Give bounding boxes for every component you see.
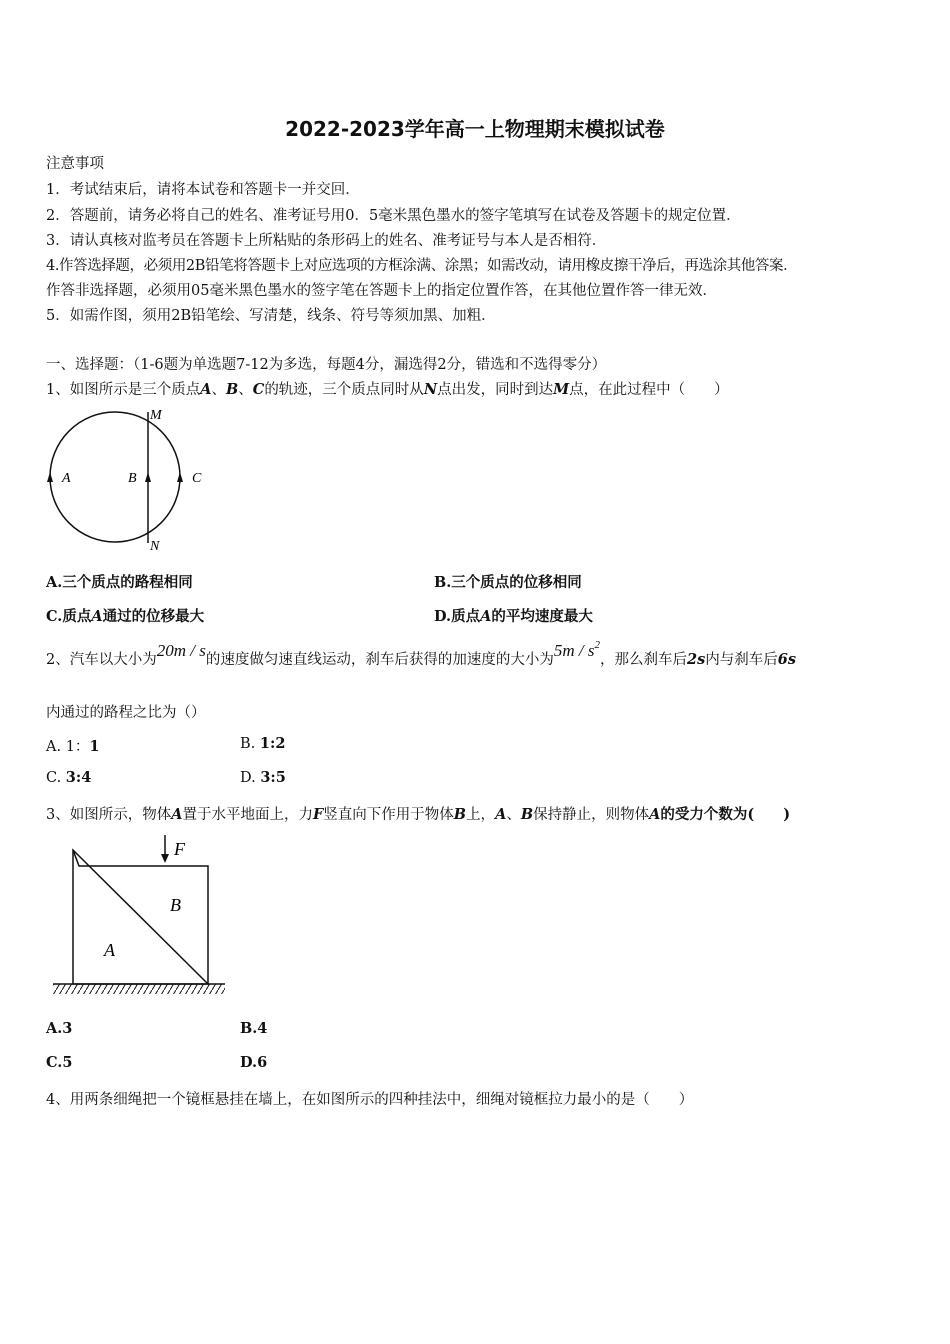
force-arrow-icon <box>161 854 169 863</box>
label-B: B <box>170 895 181 915</box>
label-N: N <box>150 539 160 554</box>
q2-option-a: A. 1：1 <box>46 738 100 755</box>
q1-option-c: C.质点A通过的位移最大 <box>46 608 205 625</box>
section-heading: 一、选择题：（1-6题为单选题7-12为多选，每题4分，漏选得2分，错选和不选得零分） <box>46 357 607 373</box>
notice-item-4: 4.作答选择题，必须用2B铅笔将答题卡上对应选项的方框涂满、涂黑；如需改动，请用橡皮擦干净后，再选涂其他答案． <box>46 258 798 274</box>
question-2-stem-line2: 内通过的路程之比为（） <box>46 705 206 721</box>
label-A: A <box>104 940 115 960</box>
label-F: F <box>174 839 185 859</box>
label-M: M <box>150 408 162 423</box>
page-title: 2022-2023学年高一上物理期末模拟试卷 <box>285 117 665 141</box>
q2-option-d: D. 3:5 <box>240 769 286 786</box>
q2-option-b: B. 1:2 <box>240 735 286 752</box>
notice-item-2: 2．答题前，请务必将自己的姓名、准考证号用0．5毫米黑色墨水的签字笔填写在试卷及答题卡的规定位置． <box>46 208 741 224</box>
question-4-stem: 4、用两条细绳把一个镜框悬挂在墙上，在如图所示的四种挂法中，细绳对镜框拉力最小的是（ ） <box>46 1092 694 1108</box>
q3-option-a: A.3 <box>46 1020 73 1037</box>
block-a <box>73 850 208 984</box>
q1-option-a: A.三个质点的路程相同 <box>46 574 193 591</box>
q2-option-c: C. 3:4 <box>46 769 92 786</box>
q1-option-d: D.质点A的平均速度最大 <box>434 608 593 625</box>
q3-option-d: D.6 <box>240 1054 268 1071</box>
question-1-stem: 1、如图所示是三个质点A、B、C的轨迹，三个质点同时从N点出发，同时到达M点，在此过程中（ ） <box>46 381 729 398</box>
arrow-c-icon <box>177 472 183 482</box>
notice-heading: 注意事项 <box>46 156 104 172</box>
q3-option-c: C.5 <box>46 1054 73 1071</box>
ground-hatch <box>53 984 225 994</box>
arrow-a-icon <box>47 472 53 482</box>
q3-option-b: B.4 <box>240 1020 268 1037</box>
notice-item-1: 1．考试结束后，请将本试卷和答题卡一并交回． <box>46 182 360 198</box>
notice-item-5: 5．如需作图，须用2B铅笔绘、写清楚，线条、符号等须加黑、加粗． <box>46 308 496 324</box>
arrow-b-icon <box>145 472 151 482</box>
notice-item-3: 3．请认真核对监考员在答题卡上所粘贴的条形码上的姓名、准考证号与本人是否相符． <box>46 233 607 249</box>
question-3-figure <box>50 830 230 1000</box>
notice-item-4-cont: 作答非选择题，必须用05毫米黑色墨水的签字笔在答题卡上的指定位置作答，在其他位置作答一律无效． <box>46 283 717 299</box>
question-2-stem: 2、汽车以大小为20m / s的速度做匀速直线运动，刹车后获得的加速度的大小为$5m / s^2$，那么刹车后2s内与刹车后6s <box>46 639 797 668</box>
question-1-figure <box>40 400 220 560</box>
question-3-stem: 3、如图所示，物体A置于水平地面上，力F竖直向下作用于物体B上，A、B保持静止，则物体A的受力个数为( ) <box>46 806 791 823</box>
label-C: C <box>192 471 202 486</box>
label-A: A <box>62 471 71 486</box>
label-B: B <box>128 471 137 486</box>
q1-option-b: B.三个质点的位移相同 <box>434 574 582 591</box>
